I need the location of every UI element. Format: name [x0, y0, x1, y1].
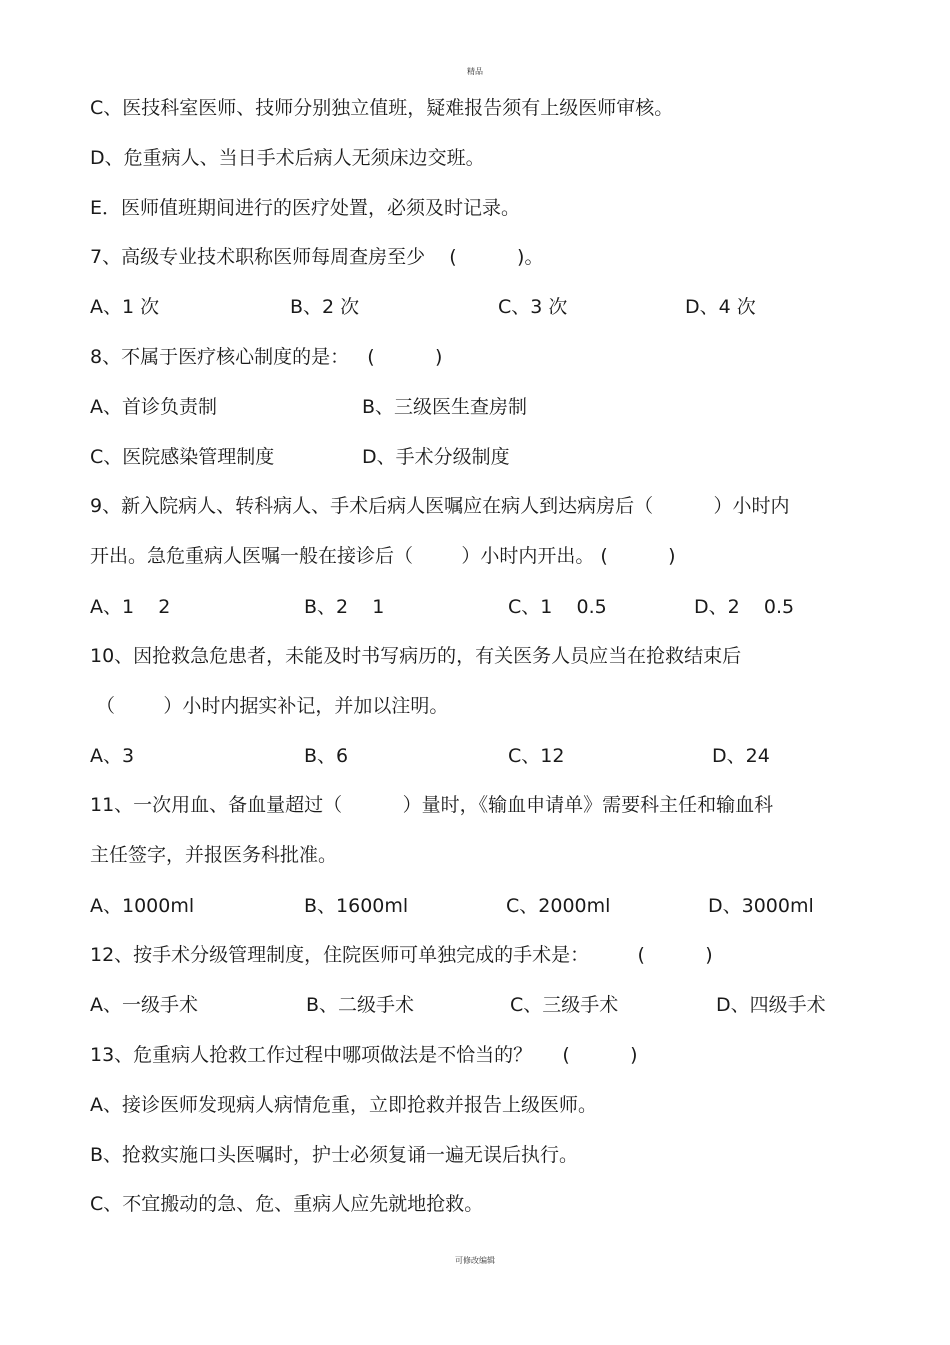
q7-option-c: C、3 次	[498, 296, 568, 318]
q8-option-a: A、首诊负责制	[90, 396, 217, 418]
question-12: 12、按手术分级管理制度，住院医师可单独完成的手术是： ( )	[90, 944, 713, 966]
q12-option-b: B、二级手术	[306, 994, 415, 1016]
q9-option-b: B、2 1	[304, 596, 385, 618]
q11-option-d: D、3000ml	[708, 895, 814, 917]
question-7: 7、高级专业技术职称医师每周查房至少 ( )。	[90, 246, 544, 268]
q8-option-b: B、三级医生查房制	[362, 396, 528, 418]
page-footer: 可修改编辑	[455, 1256, 495, 1265]
q9-option-c: C、1 0.5	[508, 596, 607, 618]
q12-option-c: C、三级手术	[510, 994, 619, 1016]
question-11: 11、一次用血、备血量超过（ ）量时，《输血申请单》需要科主任和输血科	[90, 794, 774, 816]
text-line: C、医技科室医师、技师分别独立值班，疑难报告须有上级医师审核。	[90, 97, 674, 119]
q10-option-d: D、24	[712, 745, 770, 767]
q11-option-a: A、1000ml	[90, 895, 195, 917]
q8-option-c: C、医院感染管理制度	[90, 446, 275, 468]
q7-option-a: A、1 次	[90, 296, 160, 318]
q7-option-b: B、2 次	[290, 296, 360, 318]
question-13: 13、危重病人抢救工作过程中哪项做法是不恰当的？ ( )	[90, 1044, 638, 1066]
q11-option-c: C、2000ml	[506, 895, 611, 917]
question-10: 10、因抢救急危患者，未能及时书写病历的，有关医务人员应当在抢救结束后	[90, 645, 742, 667]
question-9: 9、新入院病人、转科病人、手术后病人医嘱应在病人到达病房后（ ）小时内	[90, 495, 790, 517]
question-10-cont: （ ）小时内据实补记，并加以注明。	[90, 695, 449, 717]
question-8: 8、不属于医疗核心制度的是： ( )	[90, 346, 443, 368]
q13-option-a: A、接诊医师发现病人病情危重，立即抢救并报告上级医师。	[90, 1094, 597, 1116]
q13-option-b: B、抢救实施口头医嘱时，护士必须复诵一遍无误后执行。	[90, 1144, 579, 1166]
q10-option-a: A、3	[90, 745, 135, 767]
q9-option-d: D、2 0.5	[694, 596, 795, 618]
page-header: 精品	[467, 67, 483, 76]
q12-option-a: A、一级手术	[90, 994, 198, 1016]
text-line: E．医师值班期间进行的医疗处置，必须及时记录。	[90, 197, 521, 219]
q7-option-d: D、4 次	[685, 296, 756, 318]
q9-option-a: A、1 2	[90, 596, 171, 618]
q10-option-b: B、6	[304, 745, 349, 767]
text-line: D、危重病人、当日手术后病人无须床边交班。	[90, 147, 485, 169]
q13-option-c: C、不宜搬动的急、危、重病人应先就地抢救。	[90, 1193, 484, 1215]
q12-option-d: D、四级手术	[716, 994, 826, 1016]
q11-option-b: B、1600ml	[304, 895, 409, 917]
q10-option-c: C、12	[508, 745, 565, 767]
question-11-cont: 主任签字，并报医务科批准。	[90, 844, 338, 866]
question-9-cont: 开出。急危重病人医嘱一般在接诊后（ ）小时内开出。 ( )	[90, 545, 676, 567]
q8-option-d: D、手术分级制度	[362, 446, 510, 468]
